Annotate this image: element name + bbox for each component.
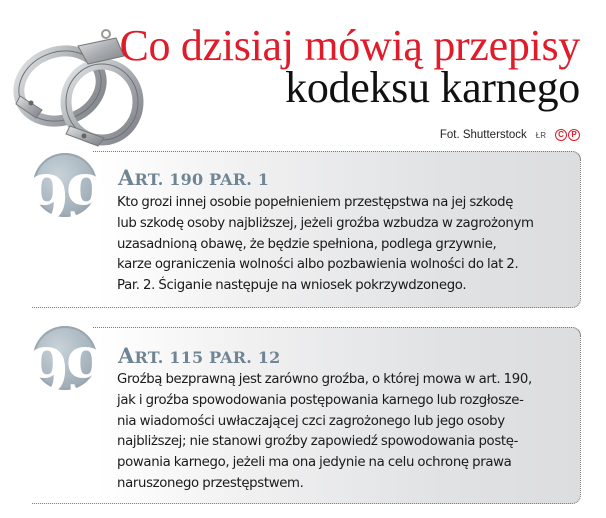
page-title: Co dzisiaj mówią przepisy bbox=[119, 21, 580, 70]
phonogram-icon: P bbox=[568, 129, 580, 141]
quote-mark-icon: 99 bbox=[33, 153, 97, 217]
copyright-icon: C bbox=[555, 129, 567, 141]
divider bbox=[93, 327, 572, 328]
divider bbox=[571, 151, 581, 161]
author-initials: ŁR bbox=[535, 130, 546, 140]
article-text: Kto grozi innej osobie popełnieniem przestępstwa na jej szkodę lub szkodę osoby najbliższej, jeżeli groźba wzbudza w zagrożonym uzasadnioną obawę, że będzie spełniona, podlega grzywnie, karze ograniczenia wolności albo pozbawienia wolności do lat 2. Par. 2. Ściganie następuje na wniosek pokrzywdzonego. bbox=[117, 195, 534, 294]
page-subtitle: kodeksu karnego bbox=[285, 63, 580, 112]
divider bbox=[93, 151, 572, 152]
photo-credit-text: Fot. Shutterstock bbox=[439, 129, 527, 141]
copyright-marks bbox=[555, 129, 580, 141]
article-heading: ART. 115 PAR. 12 bbox=[118, 343, 281, 368]
photo-credit bbox=[440, 129, 580, 141]
article-box bbox=[32, 151, 581, 308]
divider bbox=[571, 327, 581, 337]
article-box bbox=[32, 327, 581, 504]
quote-mark-icon: 99 bbox=[33, 326, 97, 390]
article-heading: ART. 190 PAR. 1 bbox=[118, 165, 270, 190]
article-text: Groźbą bezprawną jest zarówno groźba, o której mowa w art. 190, jak i groźba spowodowania postępowania karnego lub rozgłosze- nia wiadomości uwłaczającej czci zagrożonego lub jego osoby najbliższej; nie stanowi groźby zapowiedź spowodowania postę- powania karnego, jeżeli ma ona jedynie na celu ochronę prawa naruszonego przestępstwem. bbox=[117, 372, 532, 491]
